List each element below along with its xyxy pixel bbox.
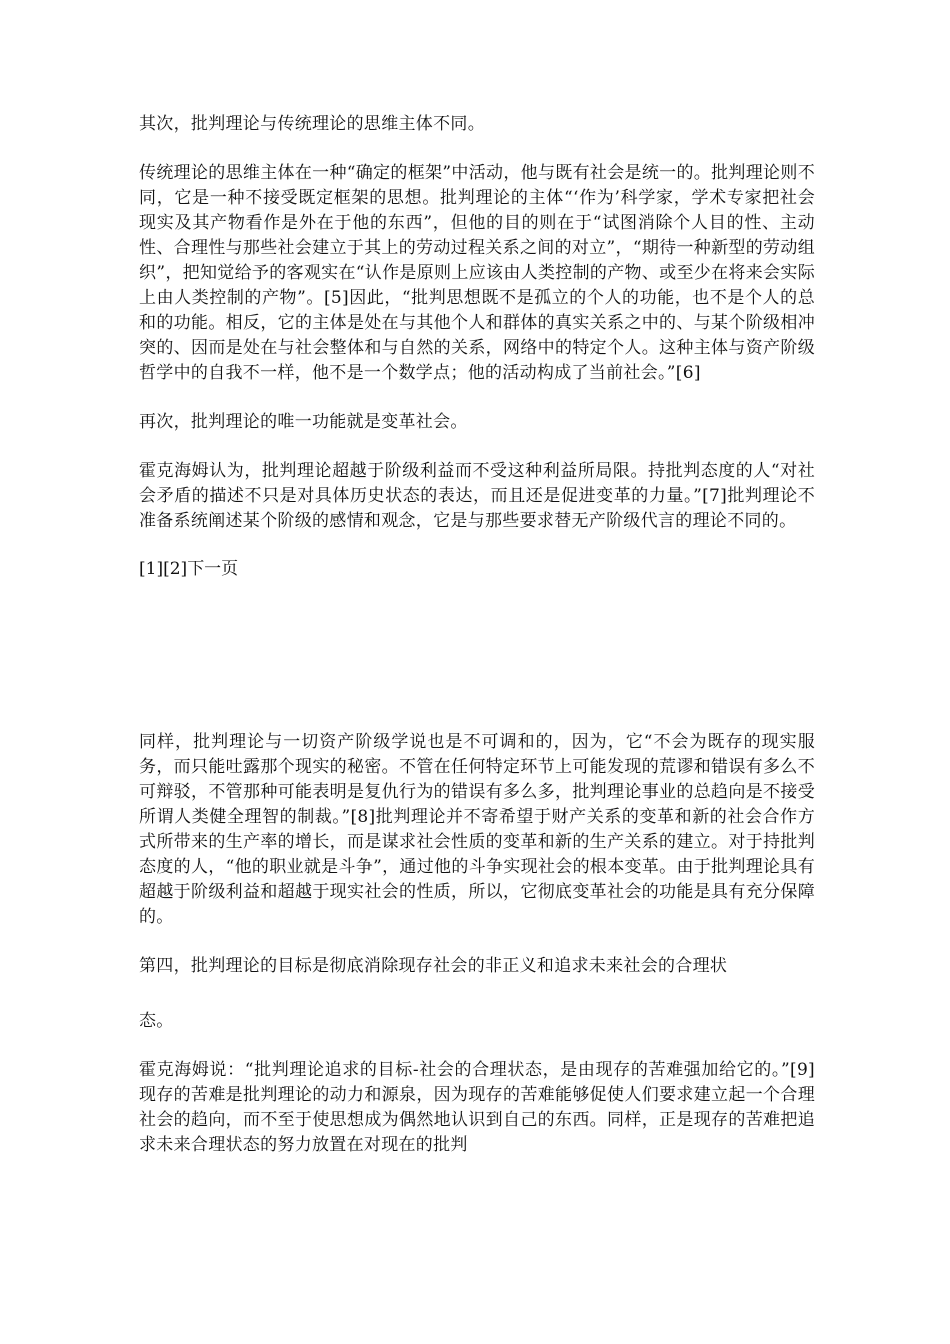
paragraph-function-heading: 再次，批判理论的唯一功能就是变革社会。 [139, 412, 468, 432]
paragraph-subject-difference: 其次，批判理论与传统理论的思维主体不同。 [139, 114, 485, 134]
paragraph-horkheimer-goal: 霍克海姆说：“批判理论追求的目标-社会的合理状态，是由现存的苦难强加给它的。”[9]现存的苦难是批判理论的动力和源泉，因为现存的苦难能够促使人们要求建立起一个合理社会的趋向，而不至于使思想成为偶然地认识到自己的东西。同样，正是现存的苦难把追求未来合理状态的努力放置在对现在的批判 [139, 1060, 815, 1155]
pagination [139, 557, 815, 582]
page-link-2[interactable]: [2] [163, 559, 188, 579]
paragraph-goal-heading: 第四，批判理论的目标是彻底消除现存社会的非正义和追求未来社会的合理状 [139, 956, 728, 976]
paragraph-bourgeois-doctrine: 同样，批判理论与一切资产阶级学说也是不可调和的，因为，它“不会为既存的现实服务，而只能吐露那个现实的秘密。不管在任何特定环节上可能发现的荒谬和错误有多么不可辩驳，不管那种可能表明是复仇行为的错误有多么多，批判理论事业的总趋向是不接受所谓人类健全理智的制裁。”[8]批判理论并不寄希望于财产关系的变革和新的社会合作方式所带来的生产率的增长，而是谋求社会性质的变革和新的生产关系的建立。对于持批判态度的人，“他的职业就是斗争”，通过他的斗争实现社会的根本变革。由于批判理论具有超越于阶级利益和超越于现实社会的性质，所以，它彻底变革社会的功能是具有充分保障的。 [139, 732, 815, 927]
next-page-link[interactable]: 下一页 [187, 559, 239, 579]
paragraph-horkheimer-class: 霍克海姆认为，批判理论超越于阶级利益而不受这种利益所局限。持批判态度的人“对社会矛盾的描述不只是对具体历史状态的表达，而且还是促进变革的力量。”[7]批判理论不准备系统阐述某个阶级的感情和观念，它是与那些要求替无产阶级代言的理论不同的。 [139, 461, 815, 531]
page-link-1[interactable]: [1] [139, 559, 164, 579]
document-body [139, 112, 815, 1158]
paragraph-goal-heading-end: 态。 [139, 1011, 174, 1031]
paragraph-traditional-theory: 传统理论的思维主体在一种“确定的框架”中活动，他与既有社会是统一的。批判理论则不同，它是一种不接受既定框架的思想。批判理论的主体“‘作为’科学家，学术专家把社会现实及其产物看作是外在于他的东西”，但他的目的则在于“试图消除个人目的性、主动性、合理性与那些社会建立于其上的劳动过程关系之间的对立”，“期待一种新型的劳动组织”，把知觉给予的客观实在“认作是原则上应该由人类控制的产物、或至少在将来会实际上由人类控制的产物”。[5]因此，“批判思想既不是孤立的个人的功能，也不是个人的总和的功能。相反，它的主体是处在与其他个人和群体的真实关系之中的、与某个阶级相冲突的、因而是处在与社会整体和与自然的关系，网络中的特定个人。这种主体与资产阶级哲学中的自我不一样，他不是一个数学点；他的活动构成了当前社会。”[6] [139, 163, 815, 383]
